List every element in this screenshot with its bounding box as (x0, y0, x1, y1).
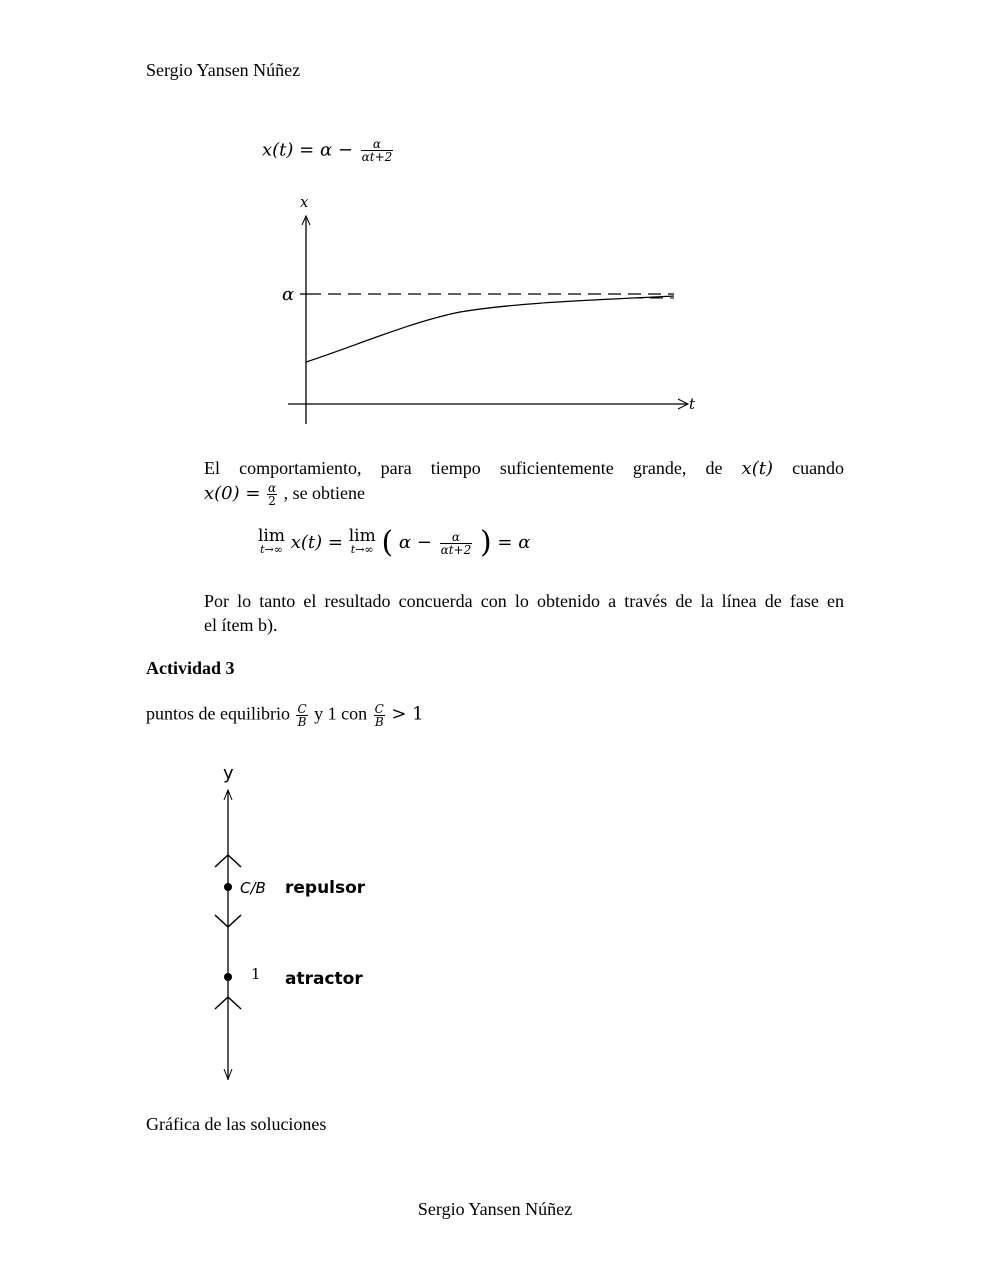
fraction-denominator: B (374, 715, 384, 729)
equilibrium-point-atractor (224, 973, 232, 981)
fraction-denominator: B (297, 715, 307, 729)
footer-author: Sergio Yansen Núñez (417, 1199, 573, 1219)
point2-type: atractor (285, 969, 363, 989)
asymptote-label: α (282, 284, 295, 305)
lim-subscript: t→∞ (350, 543, 374, 556)
equation-fraction (361, 138, 394, 163)
limit-operator (258, 526, 285, 556)
limit-equation (258, 525, 531, 560)
section-heading: Actividad 3 (146, 658, 235, 678)
limit-left-function: x(t) = (290, 532, 343, 553)
point1-type: repulsor (285, 878, 366, 898)
paragraph-line-2: el ítem b). (204, 615, 278, 635)
word: suficientemente (499, 458, 614, 478)
paragraph-line-2 (204, 481, 844, 507)
behavior-paragraph (204, 456, 844, 507)
solution-equation (262, 138, 395, 163)
lim-text: lim (348, 526, 376, 546)
fraction-denominator: 2 (268, 494, 276, 509)
paragraph-line-1 (204, 456, 844, 481)
text-end: > 1 (391, 703, 424, 725)
fraction-numerator: C (297, 702, 307, 716)
inline-math-x0: x(0) = (204, 483, 261, 504)
word: cuando (792, 458, 845, 478)
page-header: Sergio Yansen Núñez (146, 60, 301, 80)
point2-label: 1 (251, 965, 261, 983)
word: El (204, 458, 220, 478)
equilibrium-point-repulsor (224, 883, 232, 891)
page-footer (0, 1199, 990, 1220)
phase-line-diagram (200, 755, 400, 1090)
inline-fraction-cb (296, 703, 307, 728)
point1-label: C/B (240, 879, 266, 897)
limit-fraction (440, 531, 473, 556)
paragraph-line-1: Por lo tanto el resultado concuerda con lo obtenido a través de la línea de fase en (204, 591, 844, 611)
solution-graph (270, 190, 710, 430)
lim-text: lim (258, 526, 285, 546)
left-paren: ( (381, 525, 394, 560)
y-axis-label: x (300, 193, 309, 211)
paragraph-text: , se obtiene (283, 483, 366, 503)
word: grande, (632, 458, 687, 478)
limit-inner-lhs: α − (398, 532, 432, 553)
fraction-denominator: αt+2 (440, 542, 472, 557)
word: comportamiento, (239, 458, 362, 478)
solution-curve (306, 296, 674, 362)
fraction-numerator: α (361, 138, 394, 151)
fraction-numerator: α (267, 481, 277, 496)
text-mid: y 1 con (314, 703, 368, 724)
text-start: puntos de equilibrio (146, 703, 290, 724)
phase-axis-label: y (223, 763, 234, 784)
limit-result: = α (497, 532, 531, 553)
equilibrium-text (146, 703, 424, 728)
inline-fraction (267, 482, 277, 507)
solutions-caption: Gráfica de las soluciones (146, 1114, 327, 1134)
x-axis-label: t (689, 395, 696, 413)
inline-math-xt: x(t) (741, 458, 773, 479)
word: de (705, 458, 723, 478)
fraction-denominator: αt+2 (361, 150, 393, 164)
right-paren: ) (479, 525, 492, 560)
lim-subscript: t→∞ (260, 543, 283, 556)
fraction-numerator: α (440, 531, 473, 544)
fraction-numerator: C (374, 702, 384, 716)
word: para (380, 458, 412, 478)
limit-operator-2 (348, 526, 376, 556)
word: tiempo (430, 458, 481, 478)
equation-lhs: x(t) = α − (262, 139, 353, 161)
conclusion-paragraph (204, 589, 844, 637)
inline-fraction-cb-2 (374, 703, 385, 728)
